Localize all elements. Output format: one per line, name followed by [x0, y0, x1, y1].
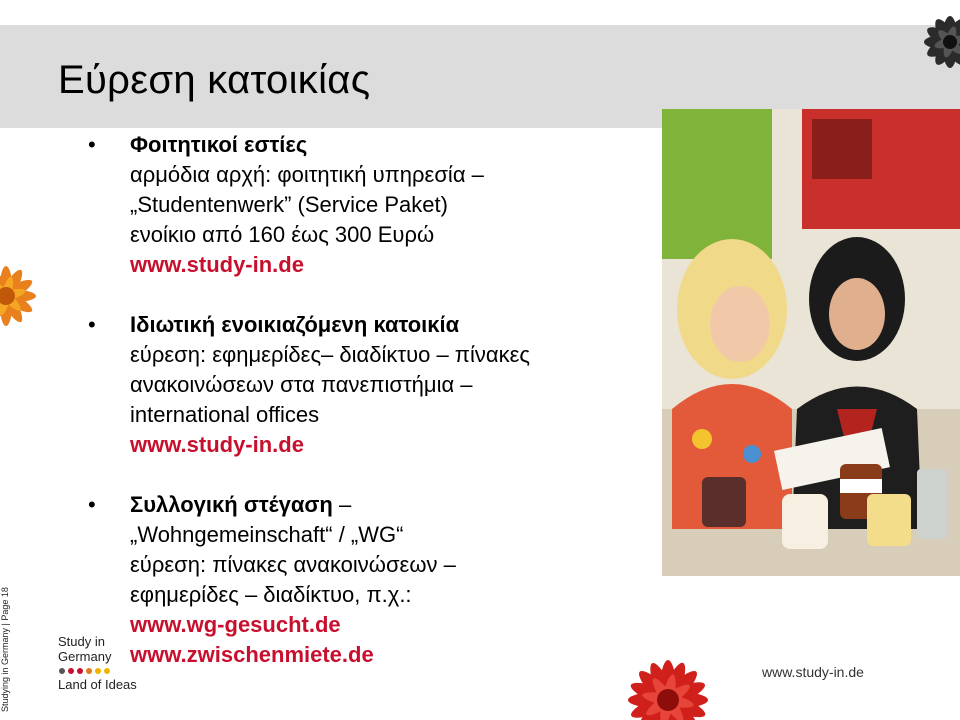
bullet-dot: • — [88, 492, 96, 517]
students-photo-illustration — [662, 109, 960, 576]
item-line: εύρεση: εφημερίδες– διαδίκτυο – πίνακες — [130, 342, 530, 367]
item-line: „Studentenwerk” (Service Paket) — [130, 192, 448, 217]
flower-dark-icon — [908, 0, 960, 92]
logo-line2: Germany — [58, 649, 112, 664]
link-wg-gesucht[interactable]: www.wg-gesucht.de — [130, 612, 341, 637]
item-line: εφημερίδες – διαδίκτυο, π.χ.: — [130, 582, 412, 607]
bullet-list — [88, 130, 648, 700]
item-line: ενοίκιο από 160 έως 300 Ευρώ — [130, 222, 435, 247]
item-line: αρμόδια αρχή: φοιτητική υπηρεσία – — [130, 162, 484, 187]
logo-dot — [77, 668, 83, 674]
item-line: „Wohngemeinschaft“ / „WG“ — [130, 522, 404, 547]
list-item-shared-housing — [88, 490, 648, 670]
bullet-dot: • — [88, 132, 96, 157]
slide-title: Εύρεση κατοικίας — [58, 58, 371, 102]
logo-dot — [59, 668, 65, 674]
list-item-dormitories — [88, 130, 648, 280]
item-heading: Φοιτητικοί εστίες — [130, 132, 308, 157]
link-study-in[interactable]: www.study-in.de — [130, 252, 304, 277]
logo-dot — [95, 668, 101, 674]
item-heading: Ιδιωτική ενοικιαζόμενη κατοικία — [130, 312, 460, 337]
logo-dot — [104, 668, 110, 674]
students-photo — [662, 109, 960, 576]
item-line: εύρεση: πίνακες ανακοινώσεων – — [130, 552, 456, 577]
list-item-private-housing — [88, 310, 648, 460]
footer-url[interactable]: www.study-in.de — [762, 664, 864, 680]
item-heading-suffix: – — [332, 492, 352, 517]
bullet-dot: • — [88, 312, 96, 337]
logo-dot — [68, 668, 74, 674]
flower-orange-icon — [0, 252, 42, 342]
logo-line3: Land of Ideas — [58, 677, 137, 692]
study-in-germany-logo — [58, 634, 168, 692]
item-line: ανακοινώσεων στα πανεπιστήμια – — [130, 372, 473, 397]
link-study-in[interactable]: www.study-in.de — [130, 432, 304, 457]
logo-line1: Study in — [58, 634, 105, 649]
logo-dot — [86, 668, 92, 674]
logo-dots — [59, 668, 168, 674]
item-line: international offices — [130, 402, 320, 427]
side-page-label: Studying in Germany | Page 18 — [0, 587, 10, 712]
link-zwischenmiete[interactable]: www.zwischenmiete.de — [130, 642, 374, 667]
item-heading: Συλλογική στέγαση — [130, 492, 333, 517]
